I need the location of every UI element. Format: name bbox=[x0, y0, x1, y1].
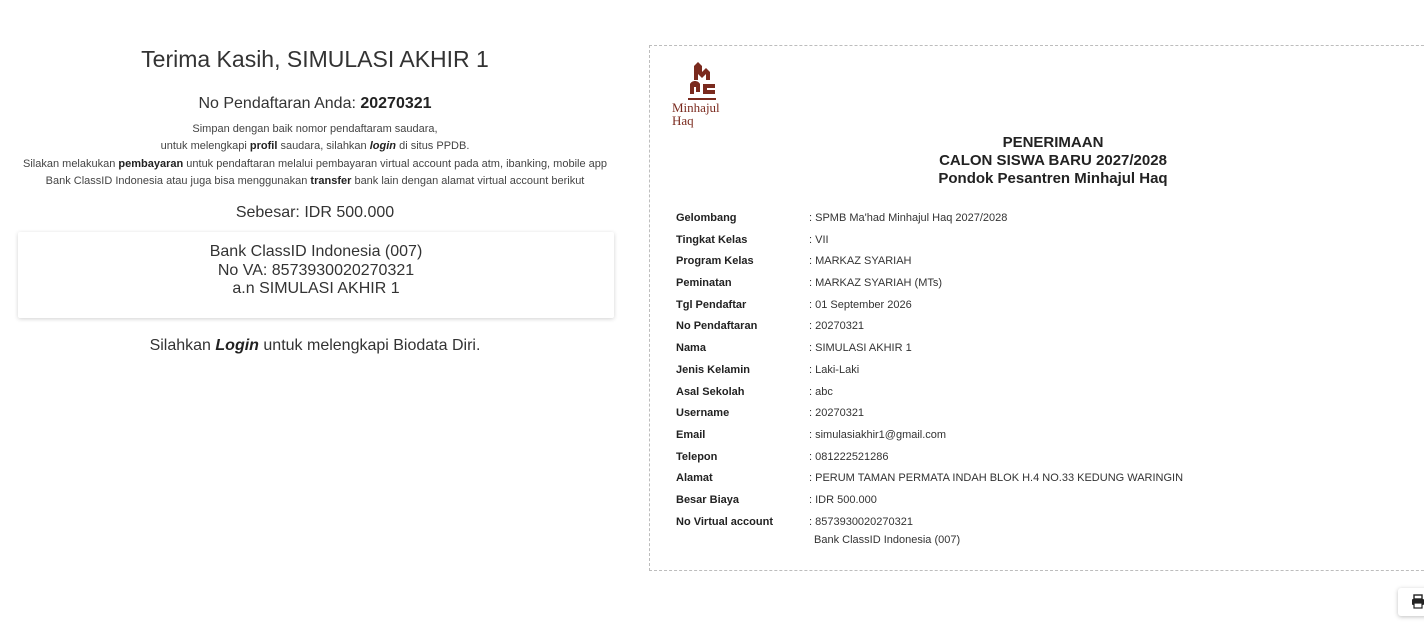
detail-value: : 20270321 bbox=[809, 320, 865, 333]
payment-amount: Sebesar: IDR 500.000 bbox=[235, 204, 395, 221]
note-emphasis-login: login bbox=[369, 140, 397, 152]
bank-name: Bank ClassID Indonesia (007) bbox=[209, 243, 423, 260]
note-emphasis-transfer: transfer bbox=[310, 175, 352, 187]
detail-row-gelombang bbox=[676, 209, 1424, 231]
logo-word-haq: Haq bbox=[672, 113, 694, 128]
login-prompt-text: Silahkan bbox=[149, 337, 216, 354]
virtual-account-number: No VA: 8573930020270321 bbox=[217, 261, 415, 279]
detail-label: Tgl Pendaftar bbox=[676, 298, 747, 311]
detail-value: : MARKAZ SYARIAH bbox=[809, 255, 912, 268]
detail-row-program-kelas bbox=[676, 252, 1424, 274]
detail-label: Gelombang bbox=[676, 212, 737, 224]
detail-label: Asal Sekolah bbox=[676, 385, 745, 398]
receipt-details bbox=[676, 209, 1424, 546]
print-button[interactable] bbox=[1398, 588, 1424, 616]
detail-label: Jenis Kelamin bbox=[676, 363, 750, 376]
printer-icon bbox=[1398, 588, 1424, 616]
note-text: di situs PPDB. bbox=[396, 140, 470, 152]
detail-label: No Pendaftaran bbox=[676, 320, 758, 333]
note-text: untuk pendaftaran melalui pembayaran virtual account pada atm, ibanking, mobile app bbox=[183, 158, 607, 170]
login-prompt bbox=[16, 337, 614, 355]
note-text: bank lain dengan alamat virtual account berikut bbox=[351, 175, 585, 187]
note-payment bbox=[16, 156, 614, 173]
logo-word-minhajul: Minhajul bbox=[672, 100, 720, 115]
note-text: untuk melengkapi bbox=[160, 140, 250, 152]
detail-label: Nama bbox=[676, 342, 706, 355]
detail-row-username bbox=[676, 404, 1424, 426]
registration-label: No Pendaftaran Anda: bbox=[198, 95, 361, 112]
detail-label: Email bbox=[676, 428, 706, 441]
applicant-name: SIMULASI AKHIR 1 bbox=[286, 46, 489, 72]
detail-value: : MARKAZ SYARIAH (MTs) bbox=[809, 277, 943, 290]
note-text: Silakan melakukan bbox=[23, 158, 119, 170]
note-complete-profile bbox=[16, 138, 614, 155]
detail-row-nama bbox=[676, 339, 1424, 361]
detail-row-no-pendaftaran bbox=[676, 317, 1424, 339]
detail-label: No Virtual account bbox=[676, 515, 773, 528]
receipt-heading-2: CALON SISWA BARU 2027/2028 bbox=[939, 152, 1167, 169]
detail-row-alamat bbox=[676, 469, 1424, 491]
detail-value: : VII bbox=[809, 233, 829, 246]
detail-value: : SPMB Ma'had Minhajul Haq 2027/2028 bbox=[809, 212, 1008, 224]
note-save-number: Simpan dengan baik nomor pendaftaram saudara, bbox=[192, 123, 438, 135]
detail-row-telepon bbox=[676, 448, 1424, 470]
detail-label: Besar Biaya bbox=[676, 493, 739, 506]
detail-label: Peminatan bbox=[676, 277, 732, 290]
detail-label: Username bbox=[676, 407, 730, 420]
logo-wordmark bbox=[672, 101, 720, 127]
thank-you-title bbox=[16, 46, 614, 73]
detail-label: Tingkat Kelas bbox=[676, 233, 748, 246]
detail-value: : 20270321 bbox=[809, 407, 865, 420]
detail-row-no-virtual-account bbox=[676, 513, 1424, 546]
detail-label: Telepon bbox=[676, 450, 718, 463]
virtual-account-box bbox=[18, 232, 614, 318]
note-text: Bank ClassID Indonesia atau juga bisa menggunakan bbox=[45, 175, 311, 187]
detail-row-peminatan bbox=[676, 274, 1424, 296]
detail-value: : 01 September 2026 bbox=[809, 298, 912, 311]
detail-label: Program Kelas bbox=[676, 255, 754, 268]
registration-receipt-card bbox=[649, 45, 1424, 571]
detail-label: Alamat bbox=[676, 472, 713, 485]
thank-you-prefix: Terima Kasih, bbox=[141, 46, 287, 72]
note-emphasis-profil: profil bbox=[249, 140, 278, 152]
detail-value: : 8573930020270321 bbox=[809, 515, 913, 528]
account-holder: a.n SIMULASI AKHIR 1 bbox=[232, 280, 400, 297]
detail-value: : 081222521286 bbox=[809, 450, 889, 463]
detail-row-besar-biaya bbox=[676, 491, 1424, 513]
receipt-heading-1: PENERIMAAN bbox=[1002, 134, 1104, 151]
detail-value: : simulasiakhir1@gmail.com bbox=[809, 428, 947, 441]
login-prompt-text: untuk melengkapi Biodata Diri. bbox=[258, 337, 481, 354]
detail-row-tingkat-kelas bbox=[676, 231, 1424, 253]
detail-value: : PERUM TAMAN PERMATA INDAH BLOK H.4 NO.33 KEDUNG WARINGIN bbox=[809, 472, 1184, 485]
note-emphasis-pembayaran: pembayaran bbox=[118, 158, 184, 170]
login-link[interactable]: Login bbox=[215, 337, 259, 354]
detail-value: : SIMULASI AKHIR 1 bbox=[809, 342, 912, 355]
detail-value: : IDR 500.000 bbox=[809, 493, 877, 506]
detail-value: : abc bbox=[809, 385, 833, 398]
detail-row-asal-sekolah bbox=[676, 383, 1424, 405]
detail-row-email bbox=[676, 426, 1424, 448]
receipt-heading-3: Pondok Pesantren Minhajul Haq bbox=[938, 170, 1168, 187]
registration-number-line bbox=[16, 95, 614, 113]
detail-row-tgl-pendaftar bbox=[676, 296, 1424, 318]
note-text: saudara, silahkan bbox=[277, 140, 370, 152]
detail-value: : Laki-Laki bbox=[809, 363, 860, 376]
note-transfer bbox=[16, 173, 614, 190]
detail-row-jenis-kelamin bbox=[676, 361, 1424, 383]
detail-value-bank: Bank ClassID Indonesia (007) bbox=[814, 533, 961, 546]
registration-number: 20270321 bbox=[360, 95, 432, 112]
